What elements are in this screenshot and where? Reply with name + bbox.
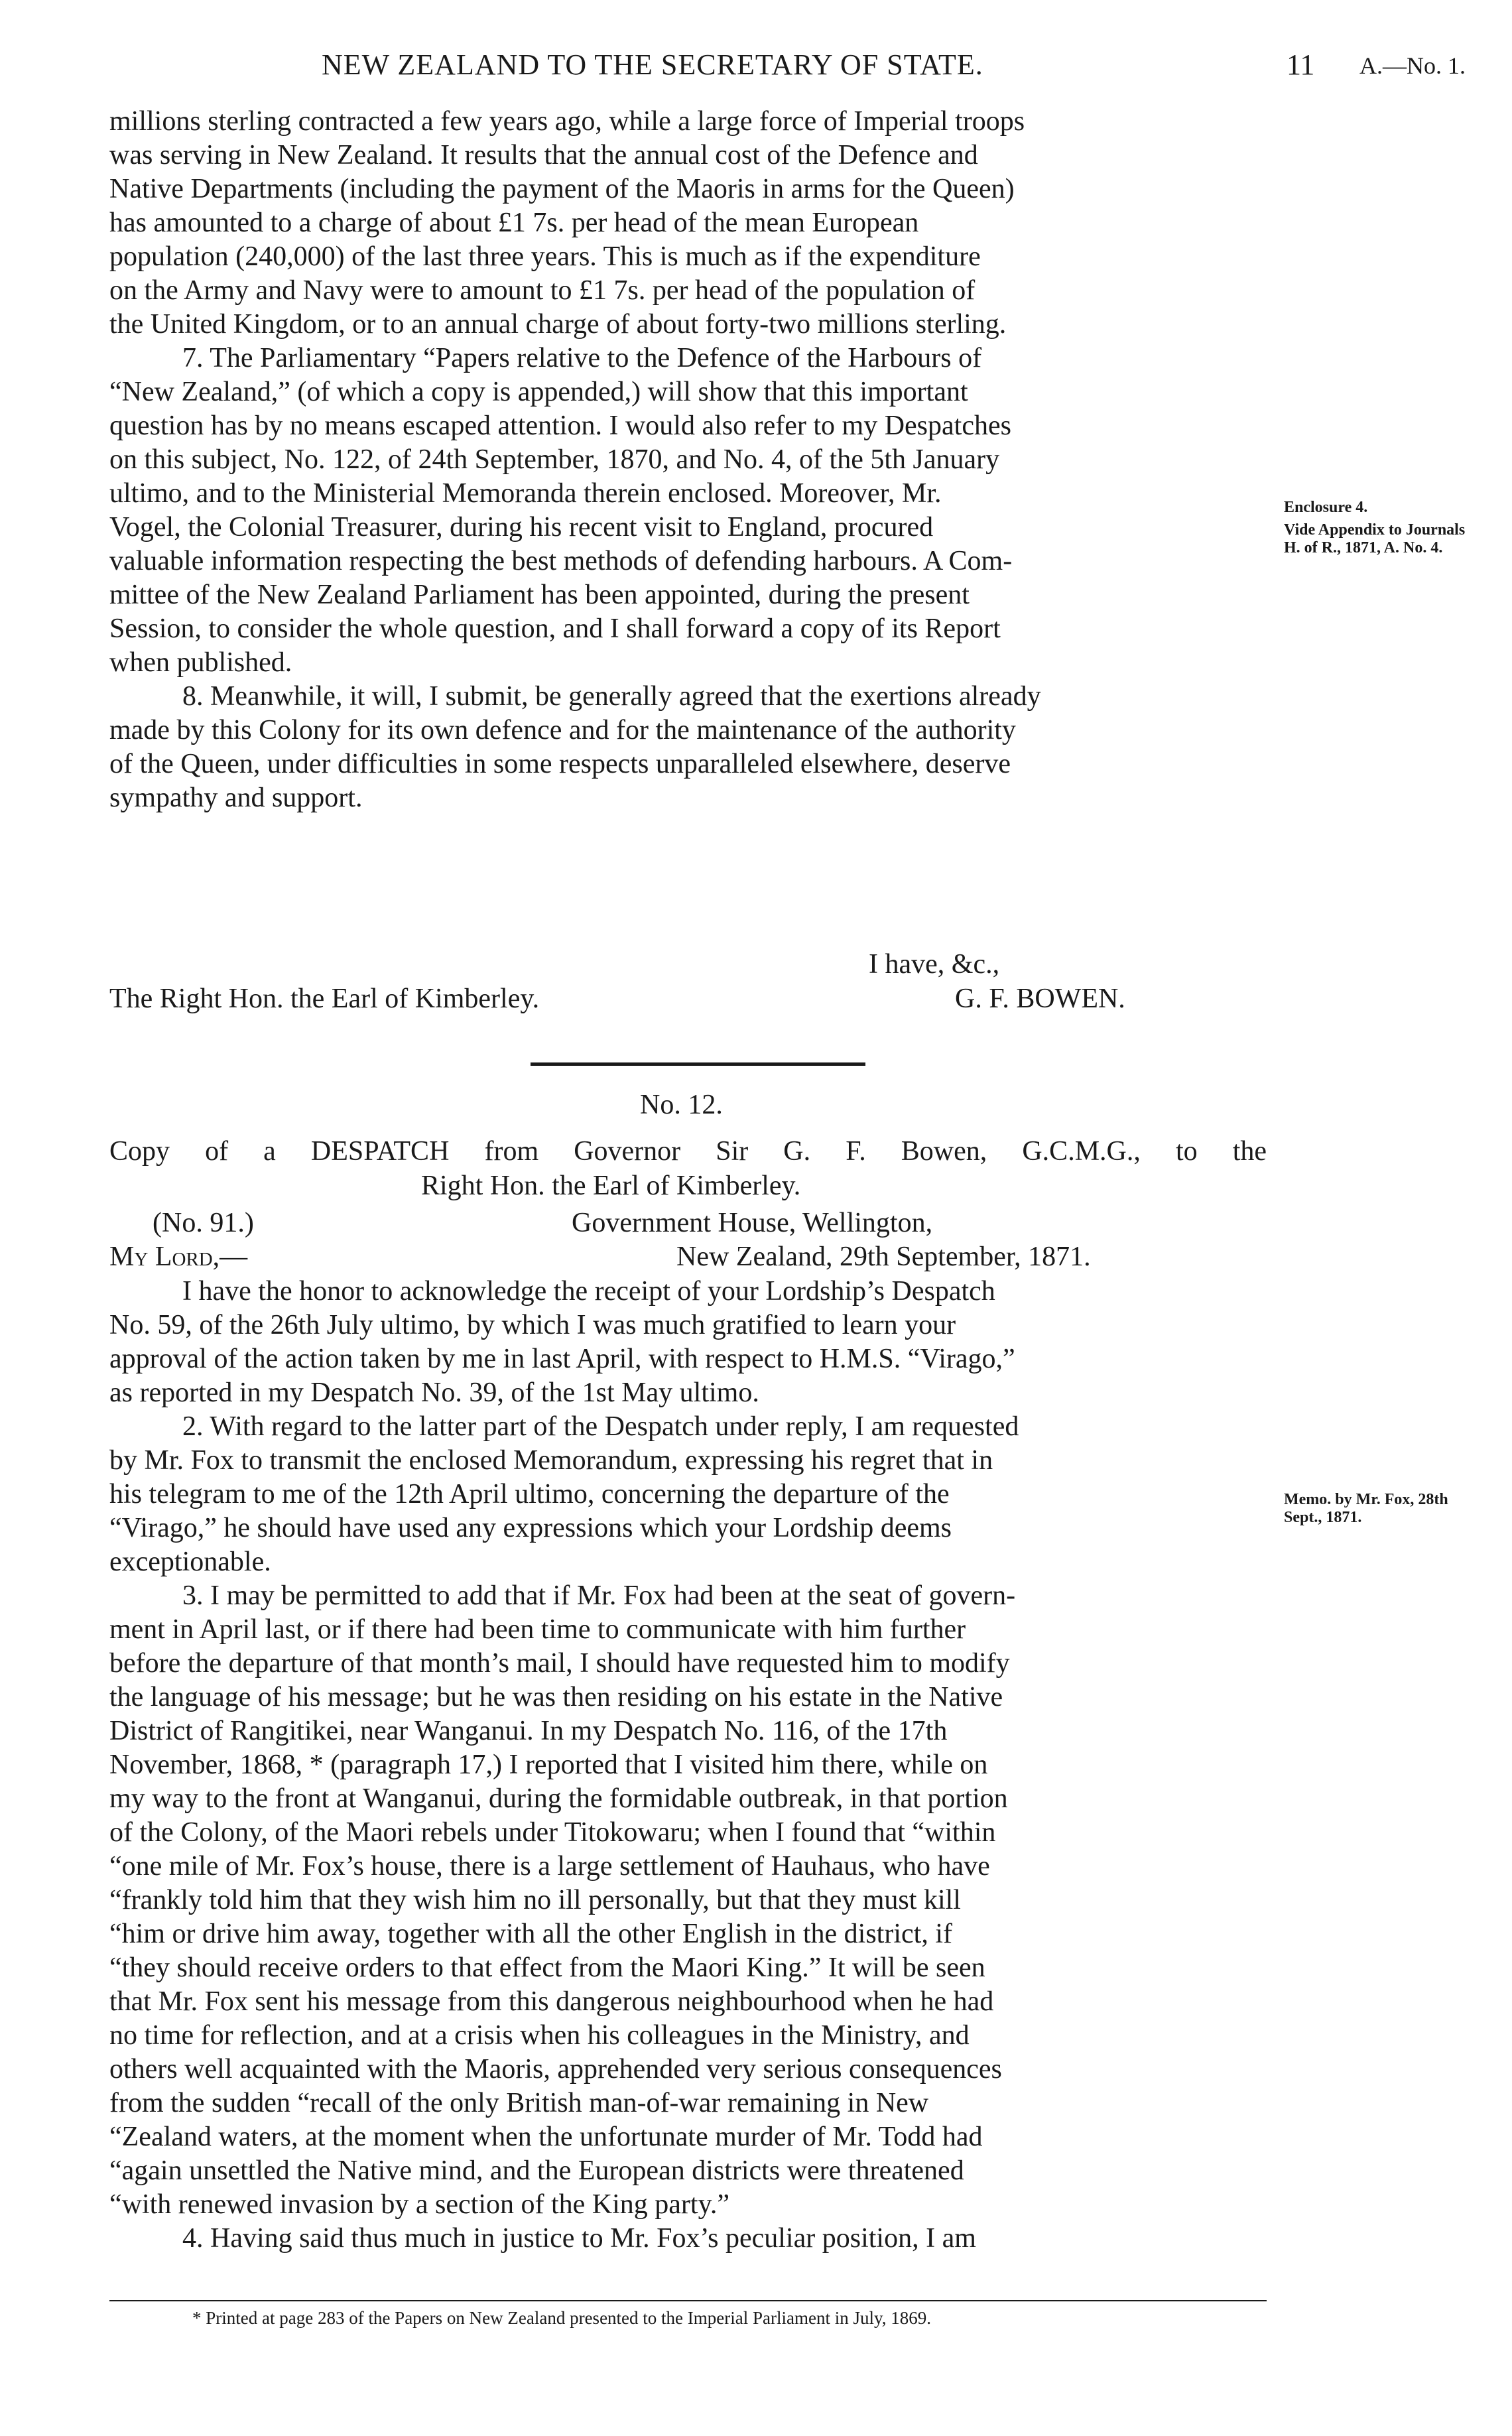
paragraph-1-line: as reported in my Despatch No. 39, of the 1st May ultimo. [109, 1378, 759, 1408]
paragraph-2-line: “Virago,” he should have used any expressions which your Lordship deems [109, 1513, 952, 1543]
paragraph-3-line: District of Rangitikei, near Wanganui. In my Despatch No. 116, of the 17th [109, 1716, 948, 1746]
text-line: millions sterling contracted a few years ago, while a large force of Imperial troops [109, 106, 1025, 137]
paragraph-7-line: Session, to consider the whole question, and I shall forward a copy of its Report [109, 613, 1001, 644]
paragraph-3-line: ment in April last, or if there had been time to communicate with him further [109, 1614, 966, 1645]
section2-body [109, 1275, 1267, 2256]
paragraph-7-line: valuable information respecting the best methods of defending harbours. A Com- [109, 546, 1013, 576]
closing-phrase: I have, &c., [869, 949, 1000, 980]
paragraph-2-line: exceptionable. [109, 1547, 271, 1577]
paragraph-3-line: from the sudden “recall of the only British man-of-war remaining in New [109, 2088, 929, 2118]
text-line: Native Departments (including the payment of the Maoris in arms for the Queen) [109, 174, 1015, 204]
despatch-title-line-1: Copy of a DESPATCH from Governor Sir G. F. Bowen, G.C.M.G., to the [109, 1136, 1267, 1167]
paragraph-3-line: others well acquainted with the Maoris, apprehended very serious consequences [109, 2054, 1002, 2084]
section-divider [531, 1062, 865, 1066]
paragraph-7-line: question has by no means escaped attention. I would also refer to my Despatches [109, 411, 1011, 441]
margin-note-enclosure: Enclosure 4. [1284, 499, 1368, 516]
paragraph-3-line: “one mile of Mr. Fox’s house, there is a large settlement of Hauhaus, who have [109, 1851, 990, 1882]
paragraph-3-line: “again unsettled the Native mind, and the European districts were threatened [109, 2155, 964, 2186]
paragraph-2-line: 2. With regard to the latter part of the Despatch under reply, I am requested [182, 1411, 1019, 1442]
paragraph-7-line: mittee of the New Zealand Parliament has been appointed, during the present [109, 580, 970, 610]
footnote: * Printed at page 283 of the Papers on New Zealand presented to the Imperial Parliament in July, 1869. [192, 2308, 931, 2328]
paragraph-2-line: by Mr. Fox to transmit the enclosed Memorandum, expressing his regret that in [109, 1445, 993, 1476]
paragraph-8-line: of the Queen, under difficulties in some respects unparalleled elsewhere, deserve [109, 749, 1011, 779]
paragraph-2-line: his telegram to me of the 12th April ultimo, concerning the departure of the [109, 1479, 950, 1509]
despatch-title-line-2: Right Hon. the Earl of Kimberley. [421, 1171, 801, 1201]
paragraph-3-line: “frankly told him that they wish him no ill personally, but that they must kill [109, 1885, 961, 1915]
text-line: the United Kingdom, or to an annual charge of about forty-two millions sterling. [109, 309, 1007, 340]
running-title: NEW ZEALAND TO THE SECRETARY OF STATE. [322, 48, 983, 81]
paragraph-3-line: before the departure of that month’s mail, I should have requested him to modify [109, 1648, 1010, 1679]
paragraph-8-line: 8. Meanwhile, it will, I submit, be generally agreed that the exertions already [182, 681, 1041, 712]
paragraph-3-line: that Mr. Fox sent his message from this dangerous neighbourhood when he had [109, 1986, 994, 2017]
paragraph-8-line: sympathy and support. [109, 783, 363, 813]
paragraph-3-line: my way to the front at Wanganui, during the formidable outbreak, in that portion [109, 1783, 1008, 1814]
paragraph-3-line: the language of his message; but he was then residing on his estate in the Native [109, 1682, 1003, 1712]
margin-note-vide: Vide Appendix to Journals H. of R., 1871, A. No. 4. [1284, 521, 1466, 556]
paragraph-3-line: “they should receive orders to that effect from the Maori King.” It will be seen [109, 1953, 985, 1983]
signature: G. F. BOWEN. [955, 984, 1125, 1014]
text-line: was serving in New Zealand. It results that the annual cost of the Defence and [109, 140, 978, 170]
page-number: 11 [1287, 48, 1315, 81]
despatch-number: (No. 91.) [153, 1208, 254, 1238]
section1-body [109, 105, 1267, 815]
paragraph-8-line: made by this Colony for its own defence and for the maintenance of the authority [109, 715, 1016, 745]
place-line-2: New Zealand, 29th September, 1871. [676, 1242, 1091, 1272]
text-line: on the Army and Navy were to amount to £1 7s. per head of the population of [109, 275, 976, 306]
paragraph-3-line: no time for reflection, and at a crisis when his colleagues in the Ministry, and [109, 2020, 970, 2051]
text-line: has amounted to a charge of about £1 7s. per head of the mean European [109, 208, 919, 238]
salutation: My Lord,— [109, 1242, 248, 1272]
margin-note-memo: Memo. by Mr. Fox, 28th Sept., 1871. [1284, 1491, 1448, 1526]
paragraph-3-line: “him or drive him away, together with all the other English in the district, if [109, 1919, 952, 1949]
paragraph-1-line: I have the honor to acknowledge the receipt of your Lordship’s Despatch [182, 1276, 995, 1307]
paragraph-7-line: when published. [109, 647, 292, 678]
section-number: No. 12. [640, 1090, 723, 1120]
paragraph-7-line: ultimo, and to the Ministerial Memoranda therein enclosed. Moreover, Mr. [109, 478, 942, 509]
paragraph-7-line: on this subject, No. 122, of 24th September, 1870, and No. 4, of the 5th January [109, 444, 1000, 475]
paragraph-3-line: “with renewed invasion by a section of the King party.” [109, 2189, 729, 2220]
paragraph-7-line: Vogel, the Colonial Treasurer, during his recent visit to England, procured [109, 512, 934, 543]
place-line-1: Government House, Wellington, [572, 1208, 933, 1238]
paragraph-4-line: 4. Having said thus much in justice to Mr. Fox’s peculiar position, I am [182, 2223, 976, 2254]
paragraph-1-line: No. 59, of the 26th July ultimo, by which I was much gratified to learn your [109, 1310, 956, 1340]
document-reference: A.—No. 1. [1359, 52, 1466, 79]
paragraph-7-line: 7. The Parliamentary “Papers relative to the Defence of the Harbours of [182, 343, 982, 373]
text-line: population (240,000) of the last three years. This is much as if the expenditure [109, 241, 981, 272]
paragraph-3-line: November, 1868, * (paragraph 17,) I reported that I visited him there, while on [109, 1750, 988, 1780]
paragraph-3-line: “Zealand waters, at the moment when the unfortunate murder of Mr. Todd had [109, 2122, 983, 2152]
addressee: The Right Hon. the Earl of Kimberley. [109, 984, 540, 1014]
paragraph-3-line: of the Colony, of the Maori rebels under Titokowaru; when I found that “within [109, 1817, 996, 1848]
paragraph-7-line: “New Zealand,” (of which a copy is appended,) will show that this important [109, 377, 968, 407]
paragraph-1-line: approval of the action taken by me in last April, with respect to H.M.S. “Virago,” [109, 1344, 1015, 1374]
paragraph-3-line: 3. I may be permitted to add that if Mr. Fox had been at the seat of govern- [182, 1580, 1016, 1611]
footnote-rule [109, 2300, 1267, 2301]
